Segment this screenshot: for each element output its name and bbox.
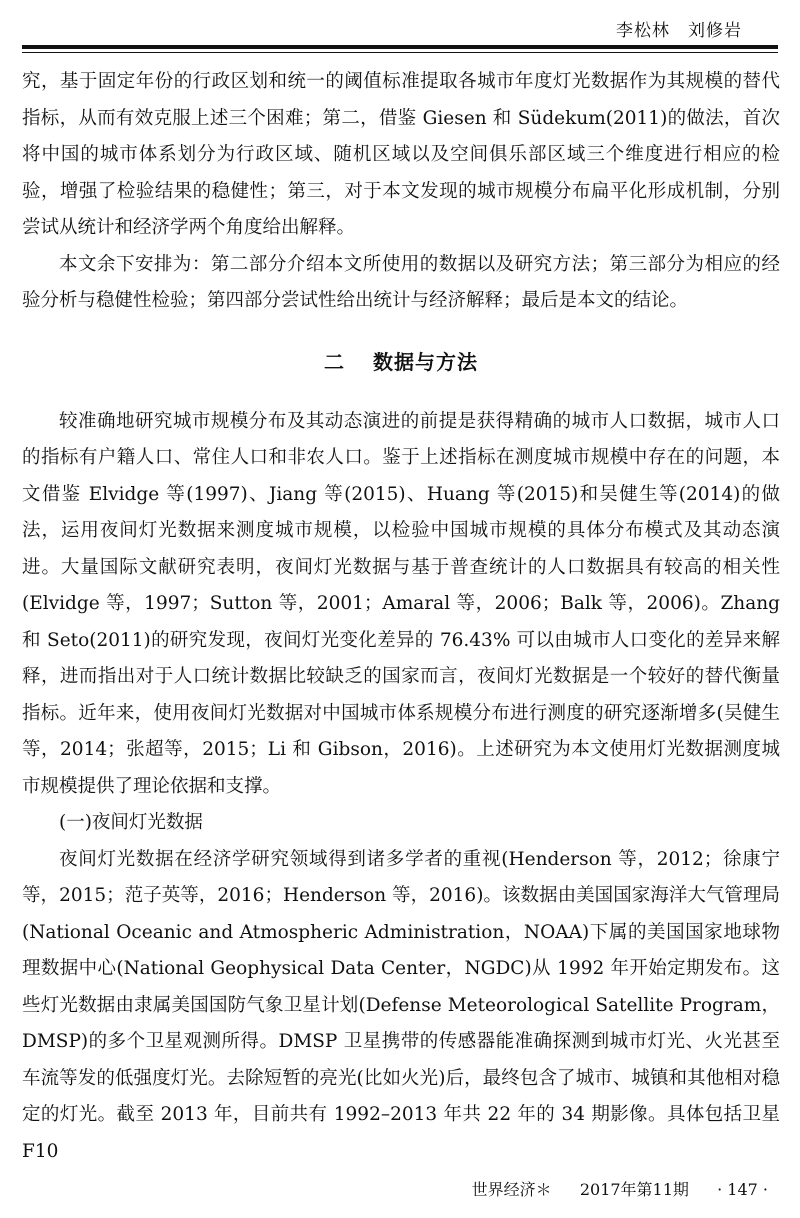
- subsection-heading: (一)夜间灯光数据: [59, 812, 203, 833]
- section-number: 二: [324, 349, 345, 374]
- running-header-authors: 李松林 刘修岩: [616, 21, 742, 41]
- paragraph-night-lights: 夜间灯光数据在经济学研究领域得到诸多学者的重视(Henderson 等，2012；徐康宁等，2015；范子英等，2016；Henderson 等，2016)。该数据由美国国家海洋大气管理局(National Oceanic and Atmospheric Administration，NOAA)下属的美国国家地球物理数据中心(National Geophysical Data Center，NGDC)从 1992 年开始定期发布。这些灯光数据由隶属美国国防气象卫星计划(Defense Meteorological Satellite Program，DMSP)的多个卫星观测所得。DMSP 卫星携带的传感器能准确探测到城市灯光、火光甚至车流等发的低强度灯光。去除短暂的亮光(比如火光)后，最终包含了城市、城镇和其他相对稳定的灯光。截至 2013 年，目前共有 1992–2013 年共 22 年的 34 期影像。具体包括卫星 F10: [22, 848, 780, 1162]
- section-title: 数据与方法: [373, 349, 478, 374]
- paragraph-continued: 究，基于固定年份的行政区划和统一的阈值标准提取各城市年度灯光数据作为其规模的替代指标，从而有效克服上述三个困难；第二，借鉴 Giesen 和 Südekum(2011)的做法，首次将中国的城市体系划分为行政区域、随机区域以及空间俱乐部区域三个维度进行相应的检验，增强了检验结果的稳健性；第三，对于本文发现的城市规模分布扁平化形成机制，分别尝试从统计和经济学两个角度给出解释。: [22, 71, 780, 238]
- footer-page-number: · 147 ·: [717, 1180, 768, 1199]
- footer-journal: 世界经济＊: [471, 1180, 552, 1199]
- header-rule-thin: [22, 52, 778, 53]
- paragraph-outline: 本文余下安排为：第二部分介绍本文所使用的数据以及研究方法；第三部分为相应的经验分析与稳健性检验；第四部分尝试性给出统计与经济解释；最后是本文的结论。: [22, 253, 780, 311]
- paragraph-data-motivation: 较准确地研究城市规模分布及其动态演进的前提是获得精确的城市人口数据，城市人口的指标有户籍人口、常住人口和非农人口。鉴于上述指标在测度城市规模中存在的问题，本文借鉴 Elvidge 等(1997)、Jiang 等(2015)、Huang 等(2015)和吴健生等(2014)的做法，运用夜间灯光数据来测度城市规模，以检验中国城市规模的具体分布模式及其动态演进。大量国际文献研究表明，夜间灯光数据与基于普查统计的人口数据具有较高的相关性(Elvidge 等，1997；Sutton 等，2001；Amaral 等，2006；Balk 等，2006)。Zhang 和 Seto(2011)的研究发现，夜间灯光变化差异的 76.43% 可以由城市人口变化的差异来解释，进而指出对于人口统计数据比较缺乏的国家而言，夜间灯光数据是一个较好的替代衡量指标。近年来，使用夜间灯光数据对中国城市体系规模分布进行测度的研究逐渐增多(吴健生等，2014；张超等，2015；Li 和 Gibson，2016)。上述研究为本文使用灯光数据测度城市规模提供了理论依据和支撑。: [22, 410, 780, 797]
- header-rule-thick: [22, 45, 778, 49]
- page-footer: [472, 1177, 768, 1200]
- section-heading: [22, 342, 780, 382]
- page-body: [22, 64, 780, 1170]
- footer-issue: 2017年第11期: [579, 1180, 689, 1199]
